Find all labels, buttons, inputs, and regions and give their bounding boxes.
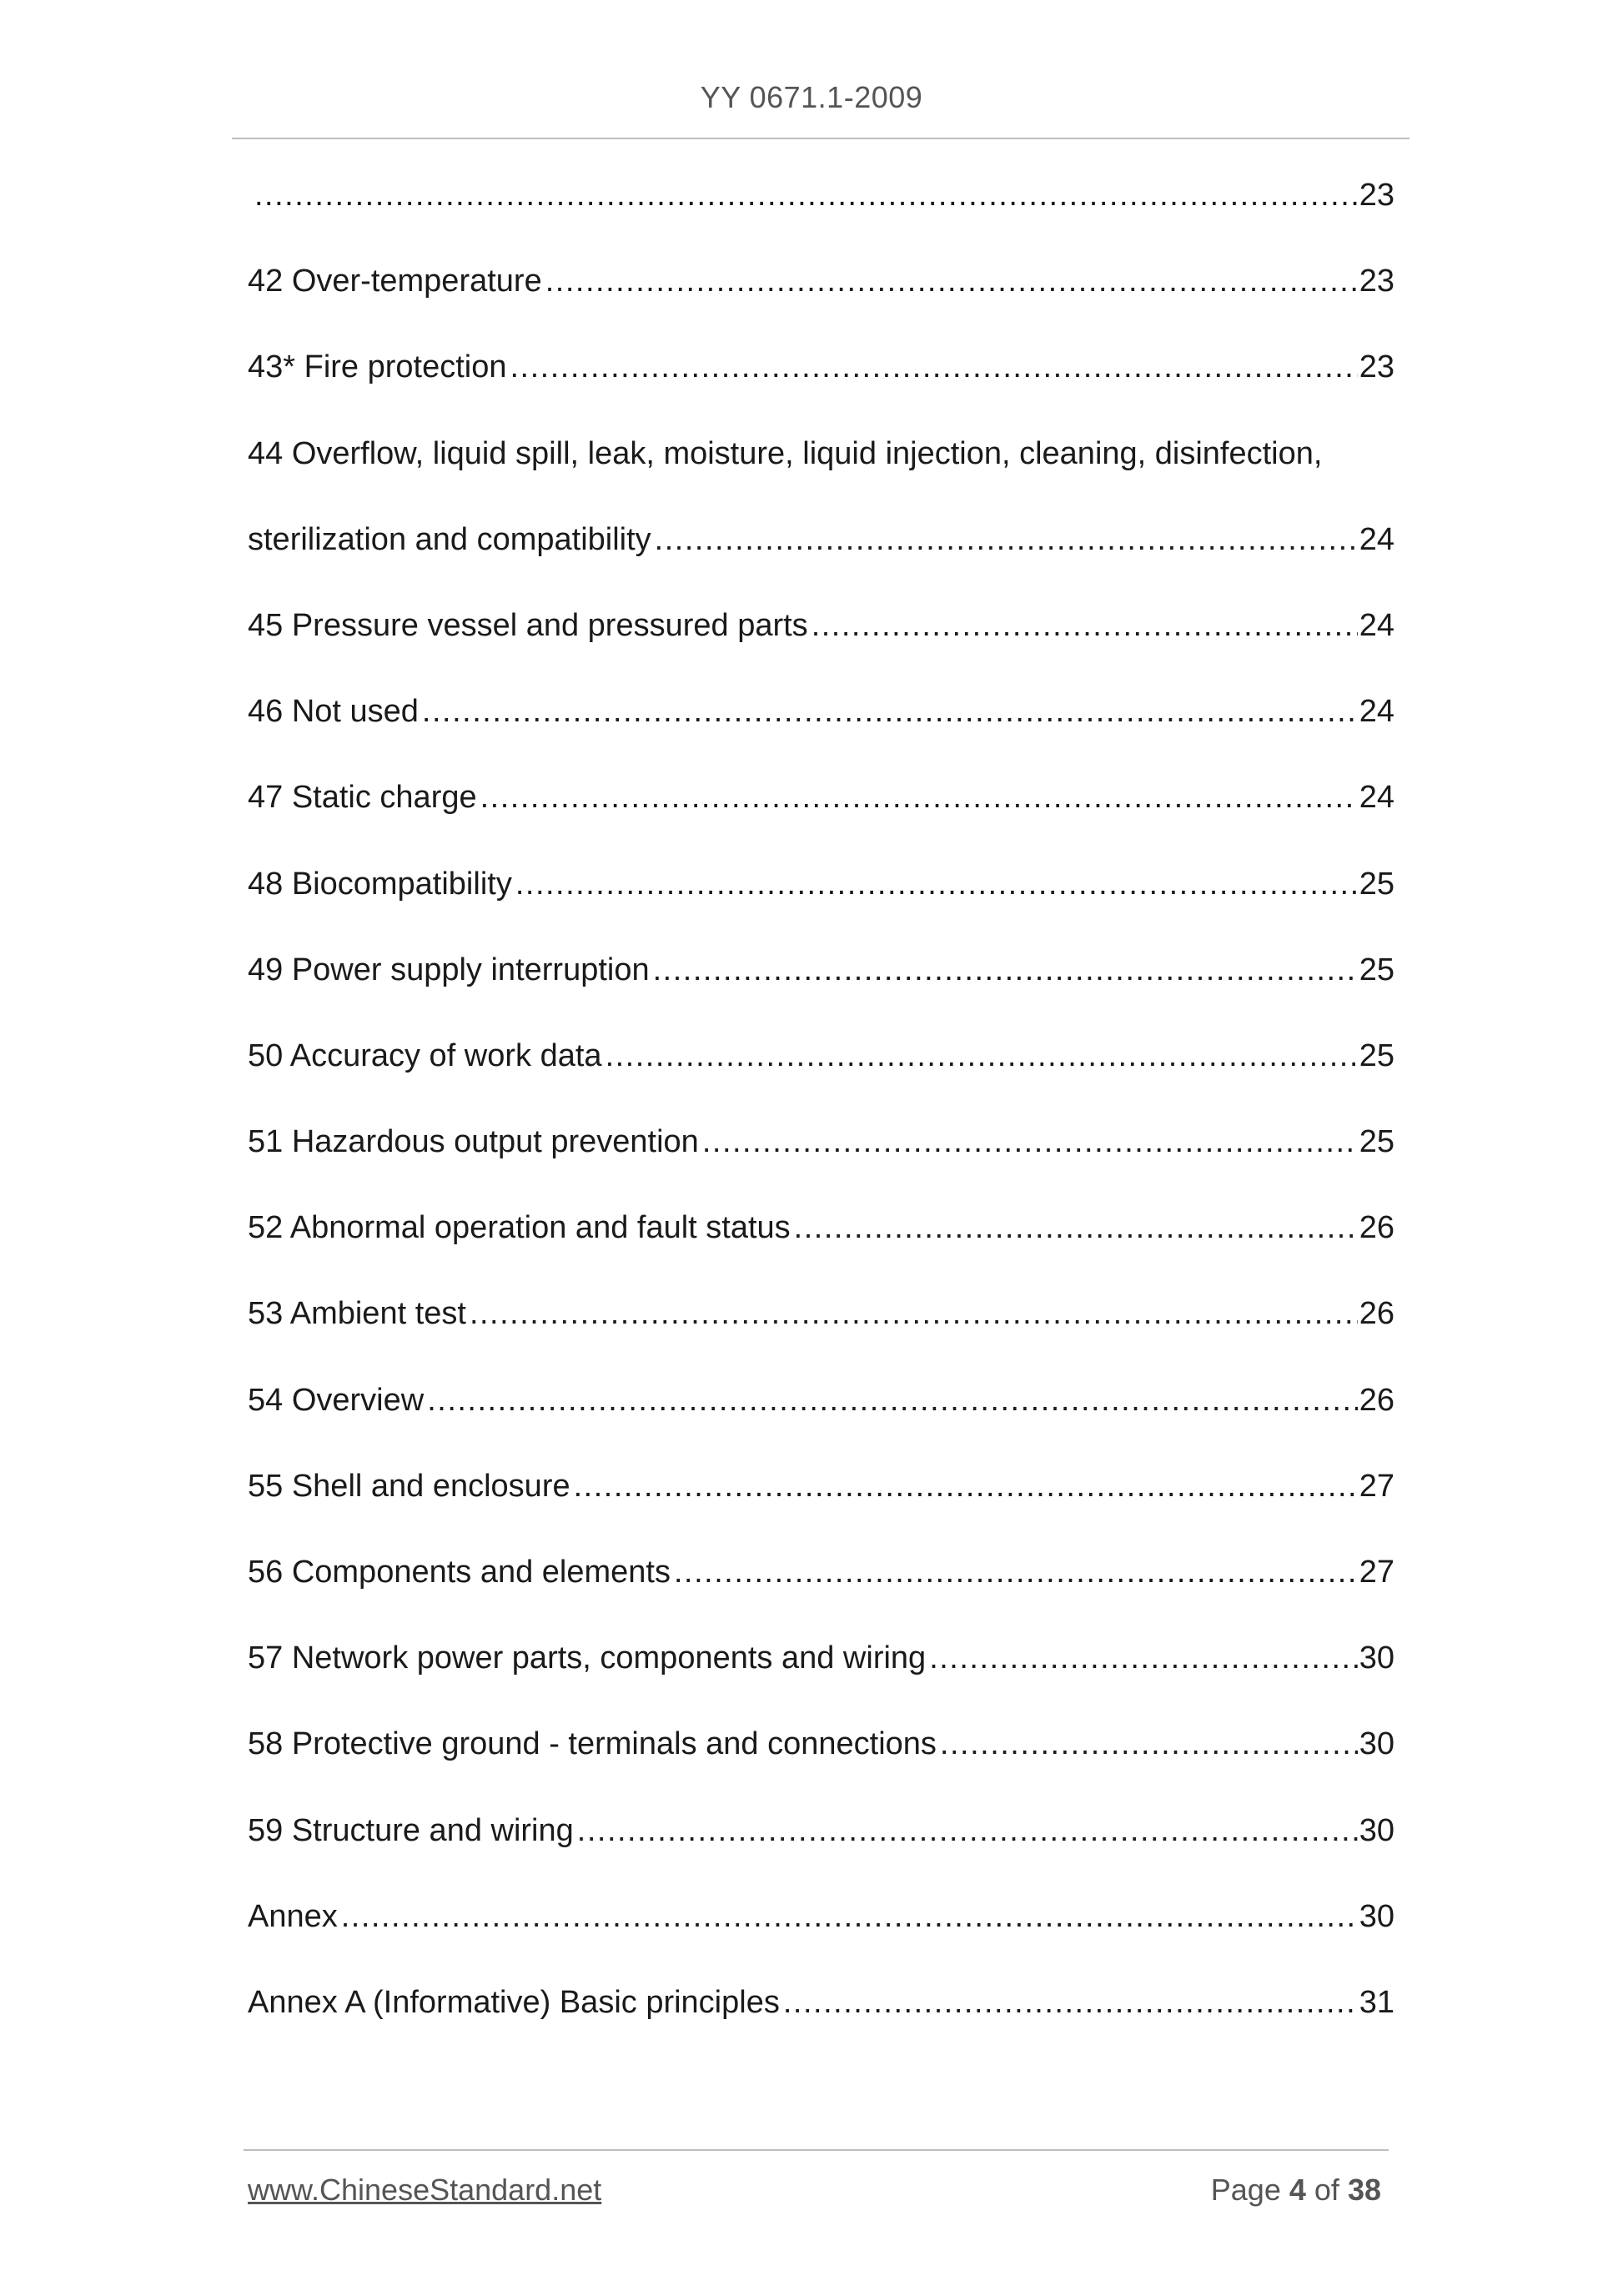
dot-leader — [653, 952, 1358, 990]
toc-row[interactable] — [248, 1984, 1394, 2070]
dot-leader — [940, 1726, 1358, 1764]
toc-row[interactable] — [248, 263, 1394, 349]
toc-entry-title: 47 Static charge — [248, 780, 477, 816]
toc-row[interactable] — [248, 435, 1394, 521]
dot-leader — [674, 1554, 1358, 1592]
toc-page-number: 26 — [1359, 1296, 1394, 1332]
header-divider — [232, 138, 1409, 139]
dot-leader — [470, 1295, 1358, 1334]
toc-entry-title: 52 Abnormal operation and fault status — [248, 1210, 791, 1246]
toc-entry-title: 59 Structure and wiring — [248, 1812, 574, 1848]
toc-page-number: 25 — [1359, 1037, 1394, 1073]
toc-entry-title: 42 Over-temperature — [248, 264, 542, 299]
toc-entry-title: 48 Biocompatibility — [248, 866, 512, 902]
dot-leader — [545, 263, 1358, 301]
dot-leader — [783, 1984, 1358, 2022]
toc-page-number: 31 — [1359, 1984, 1394, 2020]
toc-row[interactable] — [248, 1037, 1394, 1123]
toc-entry-title: 57 Network power parts, components and wiring — [248, 1640, 927, 1676]
toc-row[interactable] — [248, 1640, 1394, 1726]
toc-row[interactable] — [248, 1295, 1394, 1381]
dot-leader — [254, 177, 1358, 215]
toc-page-number: 25 — [1359, 866, 1394, 902]
dot-leader — [929, 1640, 1358, 1678]
dot-leader — [574, 1468, 1358, 1506]
toc-entry-title: Annex — [248, 1898, 338, 1934]
page-of-word: of — [1314, 2173, 1339, 2207]
toc-entry-title: 46 Not used — [248, 694, 419, 730]
dot-leader — [605, 1037, 1358, 1076]
toc-row[interactable] — [248, 1468, 1394, 1554]
toc-page-number: 24 — [1359, 780, 1394, 816]
dot-leader — [341, 1898, 1358, 1937]
table-of-contents — [248, 177, 1394, 2070]
toc-page-number: 23 — [1359, 264, 1394, 299]
toc-row[interactable] — [248, 693, 1394, 779]
toc-page-number: 27 — [1359, 1468, 1394, 1504]
toc-row[interactable] — [248, 349, 1394, 435]
toc-page-number: 24 — [1359, 521, 1394, 557]
toc-row[interactable] — [248, 1726, 1394, 1811]
toc-row[interactable] — [248, 952, 1394, 1037]
toc-entry-title: 55 Shell and enclosure — [248, 1468, 570, 1504]
dot-leader — [422, 693, 1358, 731]
footer-divider — [244, 2149, 1389, 2151]
toc-row[interactable] — [248, 1812, 1394, 1898]
toc-page-number: 30 — [1359, 1812, 1394, 1848]
page-word: Page — [1210, 2173, 1281, 2207]
dot-leader — [794, 1209, 1358, 1248]
toc-entry-title: 49 Power supply interruption — [248, 952, 650, 987]
toc-entry-title: 43* Fire protection — [248, 349, 507, 385]
toc-page-number: 26 — [1359, 1210, 1394, 1246]
toc-page-number: 26 — [1359, 1382, 1394, 1418]
website-link[interactable]: www.ChineseStandard.net — [248, 2173, 602, 2207]
current-page-number: 4 — [1289, 2173, 1306, 2207]
toc-entry-title: 54 Overview — [248, 1382, 425, 1418]
toc-row[interactable] — [248, 607, 1394, 693]
toc-page-number: 30 — [1359, 1898, 1394, 1934]
toc-row[interactable] — [248, 1554, 1394, 1640]
toc-row[interactable] — [248, 779, 1394, 865]
toc-entry-title: 56 Components and elements — [248, 1555, 671, 1590]
dot-leader — [515, 866, 1358, 904]
dot-leader — [812, 607, 1358, 646]
toc-row[interactable] — [248, 521, 1394, 607]
toc-entry-title: 58 Protective ground - terminals and connections — [248, 1726, 937, 1762]
toc-row[interactable] — [248, 866, 1394, 952]
toc-row[interactable] — [248, 1209, 1394, 1295]
dot-leader — [427, 1382, 1358, 1420]
toc-page-number: 30 — [1359, 1640, 1394, 1676]
toc-entry-title: 51 Hazardous output prevention — [248, 1124, 699, 1160]
total-page-count: 38 — [1347, 2173, 1381, 2207]
toc-entry-title: sterilization and compatibility — [248, 521, 651, 557]
document-id-header: YY 0671.1-2009 — [700, 80, 923, 114]
toc-page-number: 23 — [1359, 349, 1394, 385]
toc-entry-title: 50 Accuracy of work data — [248, 1037, 602, 1073]
dot-leader — [510, 349, 1358, 387]
dot-leader — [480, 779, 1358, 817]
dot-leader — [702, 1123, 1358, 1162]
toc-entry-title: 44 Overflow, liquid spill, leak, moisture, liquid injection, cleaning, disinfection, — [248, 435, 1323, 471]
page-indicator — [1211, 2173, 1381, 2208]
toc-page-number: 24 — [1359, 694, 1394, 730]
toc-page-number: 24 — [1359, 607, 1394, 643]
toc-row[interactable] — [248, 1382, 1394, 1468]
toc-page-number: 23 — [1359, 178, 1394, 213]
toc-page-number: 25 — [1359, 952, 1394, 987]
toc-page-number: 27 — [1359, 1555, 1394, 1590]
toc-row[interactable] — [248, 1123, 1394, 1209]
toc-entry-title: Annex A (Informative) Basic principles — [248, 1984, 780, 2020]
dot-leader — [577, 1812, 1358, 1851]
toc-entry-title: 53 Ambient test — [248, 1296, 466, 1332]
toc-page-number: 25 — [1359, 1124, 1394, 1160]
toc-row[interactable] — [248, 177, 1394, 263]
toc-page-number: 30 — [1359, 1726, 1394, 1762]
toc-entry-title: 45 Pressure vessel and pressured parts — [248, 607, 808, 643]
dot-leader — [655, 521, 1358, 560]
toc-row[interactable] — [248, 1898, 1394, 1984]
